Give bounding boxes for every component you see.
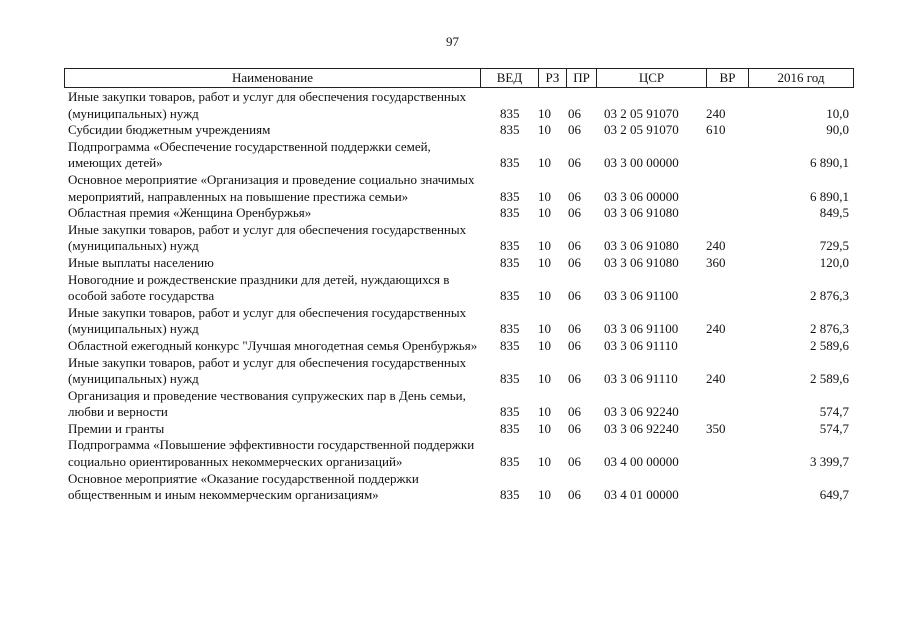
row-sum: 2 589,6 — [810, 371, 849, 387]
row-rz: 10 — [538, 205, 551, 221]
row-sum: 120,0 — [819, 254, 849, 270]
row-csr: 03 2 05 91070 — [604, 105, 679, 121]
row-csr: 03 3 06 92240 — [604, 420, 679, 436]
row-vr: 350 — [706, 420, 726, 436]
row-pr: 06 — [568, 321, 581, 337]
row-rz: 10 — [538, 371, 551, 387]
row-name: Областная премия «Женщина Оренбуржья» — [68, 205, 312, 221]
row-pr: 06 — [568, 487, 581, 503]
row-rz: 10 — [538, 454, 551, 470]
table-row — [64, 222, 864, 255]
row-sum: 2 876,3 — [810, 288, 849, 304]
page-number: 97 — [446, 34, 459, 49]
row-pr: 06 — [568, 454, 581, 470]
row-name: Организация и проведение чествования супружеских пар в День семьи, любви и верности — [68, 387, 466, 420]
row-csr: 03 2 05 91070 — [604, 122, 679, 138]
row-sum: 729,5 — [819, 238, 849, 254]
row-pr: 06 — [568, 122, 581, 138]
row-sum: 649,7 — [819, 487, 849, 503]
row-ved: 835 — [500, 155, 520, 171]
header-name: Наименование — [65, 69, 481, 87]
row-csr: 03 3 06 91110 — [604, 371, 678, 387]
row-sum: 6 890,1 — [810, 188, 849, 204]
row-pr: 06 — [568, 254, 581, 270]
row-name: Новогодние и рождественские праздники для детей, нуждающихся в особой заботе государства — [68, 271, 450, 304]
row-name: Иные закупки товаров, работ и услуг для обеспечения государственных (муниципальных) нужд — [68, 304, 467, 337]
row-pr: 06 — [568, 238, 581, 254]
row-pr: 06 — [568, 188, 581, 204]
row-csr: 03 3 00 00000 — [604, 155, 679, 171]
row-sum: 90,0 — [826, 122, 849, 138]
table-body — [64, 89, 864, 504]
table-row — [64, 122, 864, 139]
row-rz: 10 — [538, 487, 551, 503]
header-year: 2016 год — [777, 70, 825, 85]
table-row — [64, 388, 864, 421]
row-name: Основное мероприятие «Оказание государственной поддержки общественным и иным некоммерческим организациям» — [68, 470, 419, 503]
row-csr: 03 3 06 91100 — [604, 321, 679, 337]
row-name: Областной ежегодный конкурс "Лучшая многодетная семья Оренбуржья» — [68, 337, 478, 353]
header-csr: ЦСР — [597, 69, 707, 87]
row-ved: 835 — [500, 205, 520, 221]
row-ved: 835 — [500, 321, 520, 337]
row-vr: 610 — [706, 122, 726, 138]
table-row — [64, 338, 864, 355]
row-ved: 835 — [500, 371, 520, 387]
row-vr: 360 — [706, 254, 726, 270]
row-pr: 06 — [568, 337, 581, 353]
table-header — [64, 68, 854, 88]
row-name: Подпрограмма «Повышение эффективности государственной поддержки социально ориентированных некоммерческих организаций» — [68, 437, 475, 470]
row-ved: 835 — [500, 404, 520, 420]
row-name: Иные закупки товаров, работ и услуг для обеспечения государственных (муниципальных) нужд — [68, 221, 467, 254]
header-vr: ВР — [707, 69, 749, 87]
row-csr: 03 4 01 00000 — [604, 487, 679, 503]
row-ved: 835 — [500, 122, 520, 138]
row-rz: 10 — [538, 288, 551, 304]
table-row — [64, 305, 864, 338]
table-row — [64, 89, 864, 122]
row-pr: 06 — [568, 404, 581, 420]
row-csr: 03 3 06 91110 — [604, 337, 678, 353]
row-ved: 835 — [500, 188, 520, 204]
row-sum: 2 876,3 — [810, 321, 849, 337]
header-rz: РЗ — [539, 69, 567, 87]
table-row — [64, 272, 864, 305]
row-rz: 10 — [538, 188, 551, 204]
row-vr: 240 — [706, 321, 726, 337]
row-name: Подпрограмма «Обеспечение государственной поддержки семей, имеющих детей» — [68, 138, 431, 171]
row-vr: 240 — [706, 105, 726, 121]
table-row — [64, 139, 864, 172]
row-sum: 2 589,6 — [810, 337, 849, 353]
row-name: Иные закупки товаров, работ и услуг для обеспечения государственных (муниципальных) нужд — [68, 89, 467, 121]
row-pr: 06 — [568, 205, 581, 221]
row-csr: 03 3 06 92240 — [604, 404, 679, 420]
row-csr: 03 3 06 91080 — [604, 254, 679, 270]
row-ved: 835 — [500, 420, 520, 436]
row-ved: 835 — [500, 454, 520, 470]
row-pr: 06 — [568, 288, 581, 304]
row-pr: 06 — [568, 155, 581, 171]
row-sum: 3 399,7 — [810, 454, 849, 470]
row-sum: 849,5 — [819, 205, 849, 221]
row-name: Иные выплаты населению — [68, 254, 214, 270]
row-sum: 574,7 — [819, 404, 849, 420]
row-csr: 03 3 06 91080 — [604, 238, 679, 254]
row-ved: 835 — [500, 487, 520, 503]
row-csr: 03 3 06 91100 — [604, 288, 679, 304]
row-name: Иные закупки товаров, работ и услуг для обеспечения государственных (муниципальных) нужд — [68, 354, 467, 387]
row-pr: 06 — [568, 371, 581, 387]
table-row — [64, 471, 864, 504]
row-sum: 6 890,1 — [810, 155, 849, 171]
row-rz: 10 — [538, 420, 551, 436]
table-row — [64, 437, 864, 470]
row-csr: 03 3 06 91080 — [604, 205, 679, 221]
row-csr: 03 4 00 00000 — [604, 454, 679, 470]
header-pr: ПР — [567, 69, 597, 87]
row-csr: 03 3 06 00000 — [604, 188, 679, 204]
row-ved: 835 — [500, 105, 520, 121]
row-ved: 835 — [500, 288, 520, 304]
row-rz: 10 — [538, 337, 551, 353]
row-name: Премии и гранты — [68, 420, 165, 436]
table-row — [64, 172, 864, 205]
row-pr: 06 — [568, 105, 581, 121]
table-row — [64, 255, 864, 272]
row-vr: 240 — [706, 238, 726, 254]
table-row — [64, 355, 864, 388]
row-rz: 10 — [538, 321, 551, 337]
row-sum: 10,0 — [826, 105, 849, 121]
row-rz: 10 — [538, 105, 551, 121]
row-sum: 574,7 — [819, 420, 849, 436]
row-rz: 10 — [538, 404, 551, 420]
row-name: Основное мероприятие «Организация и проведение социально значимых мероприятий, направленных на повышение престижа семьи» — [68, 171, 475, 204]
row-ved: 835 — [500, 337, 520, 353]
row-ved: 835 — [500, 254, 520, 270]
header-ved: ВЕД — [481, 69, 539, 87]
row-pr: 06 — [568, 420, 581, 436]
table-row — [64, 421, 864, 438]
row-ved: 835 — [500, 238, 520, 254]
row-rz: 10 — [538, 254, 551, 270]
table-row — [64, 205, 864, 222]
row-rz: 10 — [538, 238, 551, 254]
row-rz: 10 — [538, 122, 551, 138]
row-vr: 240 — [706, 371, 726, 387]
row-name: Субсидии бюджетным учреждениям — [68, 122, 271, 138]
row-rz: 10 — [538, 155, 551, 171]
